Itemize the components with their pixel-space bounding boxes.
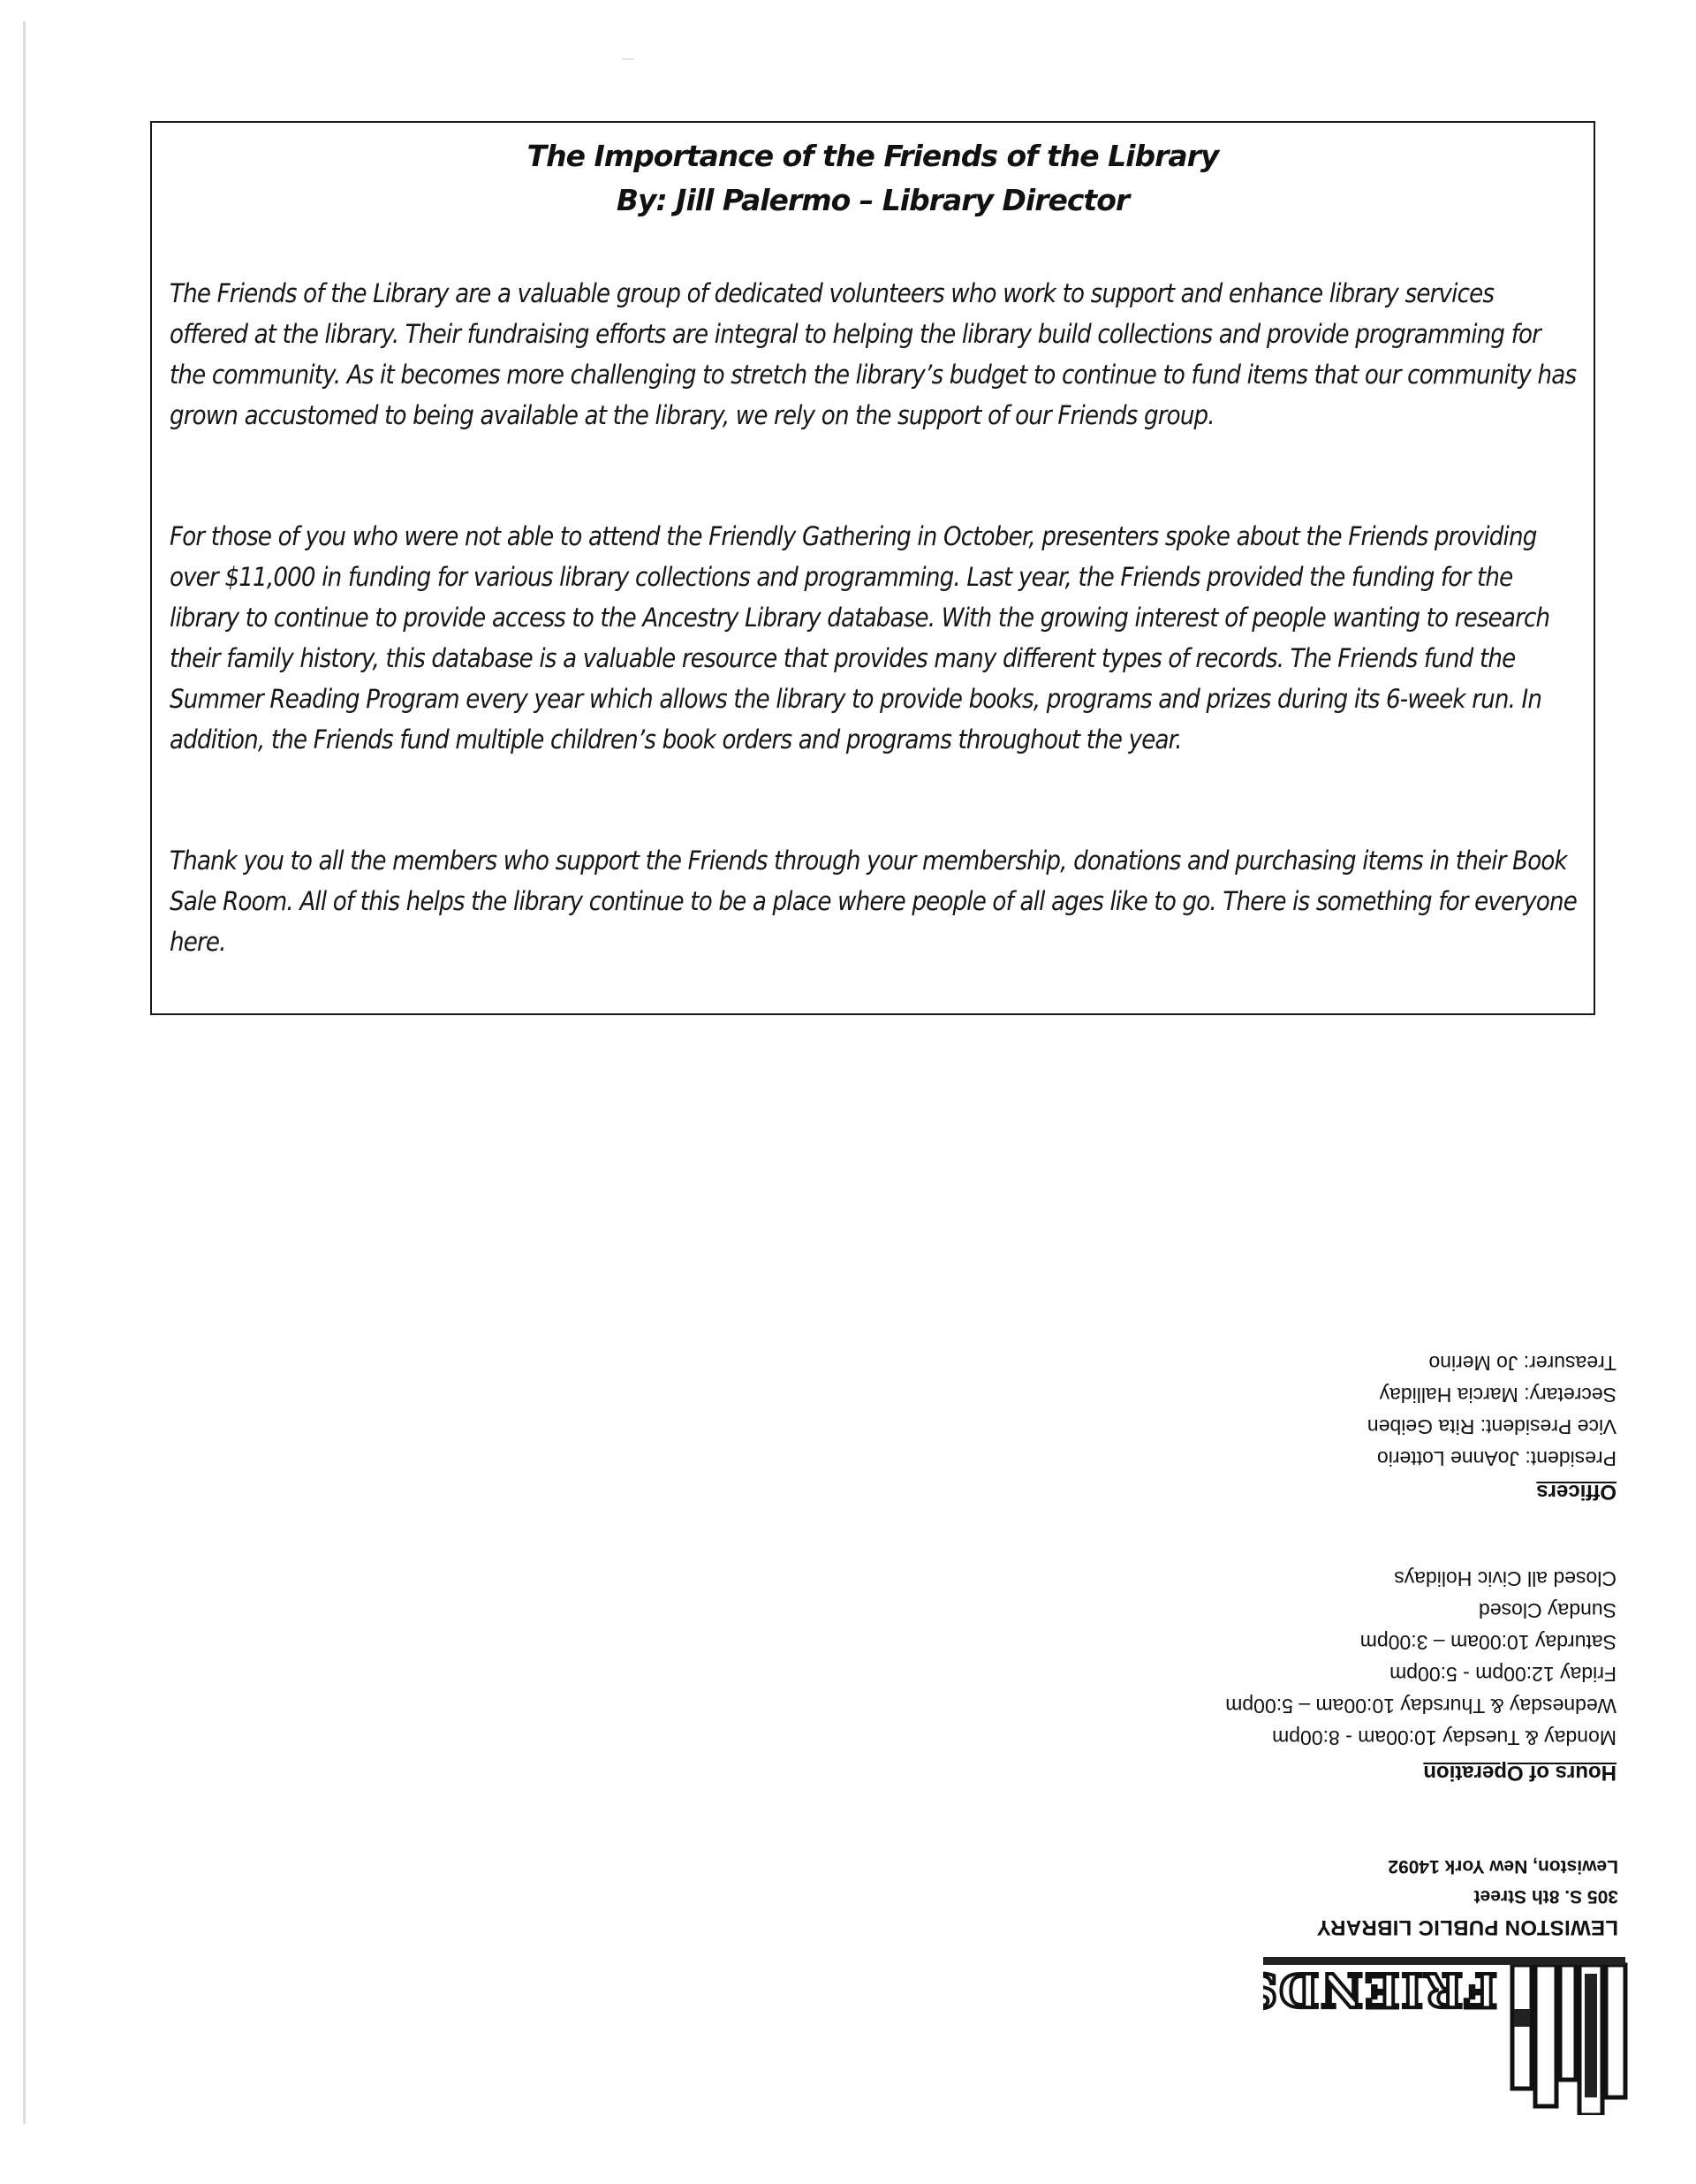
hours-line: Sunday Closed (1479, 1599, 1616, 1622)
hours-line: Wednesday & Thursday 10:00am – 5:00pm (1225, 1695, 1616, 1718)
officer-line: Vice President: Rita Geiben (1367, 1415, 1616, 1438)
article-byline: By: Jill Palermo – Library Director (616, 183, 1130, 217)
address-city: Lewiston, New York 14092 (1388, 1856, 1618, 1877)
hours-line: Saturday 10:00am – 3:00pm (1359, 1631, 1616, 1654)
address-street: 305 S. 8th Street (1473, 1886, 1618, 1907)
hours-line: Monday & Tuesday 10:00am - 8:00pm (1272, 1726, 1616, 1749)
logo-friends-text: FRIENDS (1263, 1962, 1497, 2016)
officer-line: President: JoAnne Lotterio (1376, 1447, 1616, 1470)
scan-artifact (622, 58, 634, 60)
friends-logo (1263, 1947, 1634, 2115)
article-paragraph: The Friends of the Library are a valuable group of dedicated volunteers who work to support and enhance library services offered at the library. Their fundraising efforts are integral to helping the library build collections and provide programming for the community. As it becomes more challenging to stretch the library’s budget to continue to fund items that our community has grown accustomed to being available at the library, we rely on the support of our Friends group. (170, 278, 1577, 430)
hours-line: Friday 12:00pm - 5:00pm (1389, 1663, 1616, 1686)
mailing-panel (1148, 1184, 1643, 2138)
library-name: LEWISTON PUBLIC LIBRARY (1316, 1915, 1618, 1939)
hours-line: Closed all Civic Holidays (1394, 1567, 1616, 1590)
officers-heading: Officers (1536, 1480, 1616, 1504)
article-paragraph: For those of you who were not able to attend the Friendly Gathering in October, presenters spoke about the Friends providing over $11,000 in funding for various library collections and programming. Last year, the Friends provided the funding for the library to continue to provide access to the Ancestry Library database. With the growing interest of people wanting to research their family history, this database is a valuable resource that provides many different types of records. The Friends fund the Summer Reading Program every year which allows the library to provide books, programs and prizes during its 6-week run. In addition, the Friends fund multiple children’s book orders and programs throughout the year. (170, 521, 1550, 755)
article-box (150, 121, 1595, 1015)
article-paragraph: Thank you to all the members who support the Friends through your membership, donations and purchasing items in their Book Sale Room. All of this helps the library continue to be a place where people of all ages like to go. There is something for everyone here. (170, 846, 1577, 957)
friends-books-logo-icon (1263, 1947, 1634, 2115)
officer-line: Treasurer: Jo Merino (1428, 1352, 1616, 1375)
officer-line: Secretary: Marcia Halliday (1379, 1384, 1616, 1407)
hours-heading: Hours of Operation (1423, 1761, 1616, 1785)
article-title: The Importance of the Friends of the Library (526, 139, 1219, 173)
scan-edge-mark (23, 21, 26, 2124)
